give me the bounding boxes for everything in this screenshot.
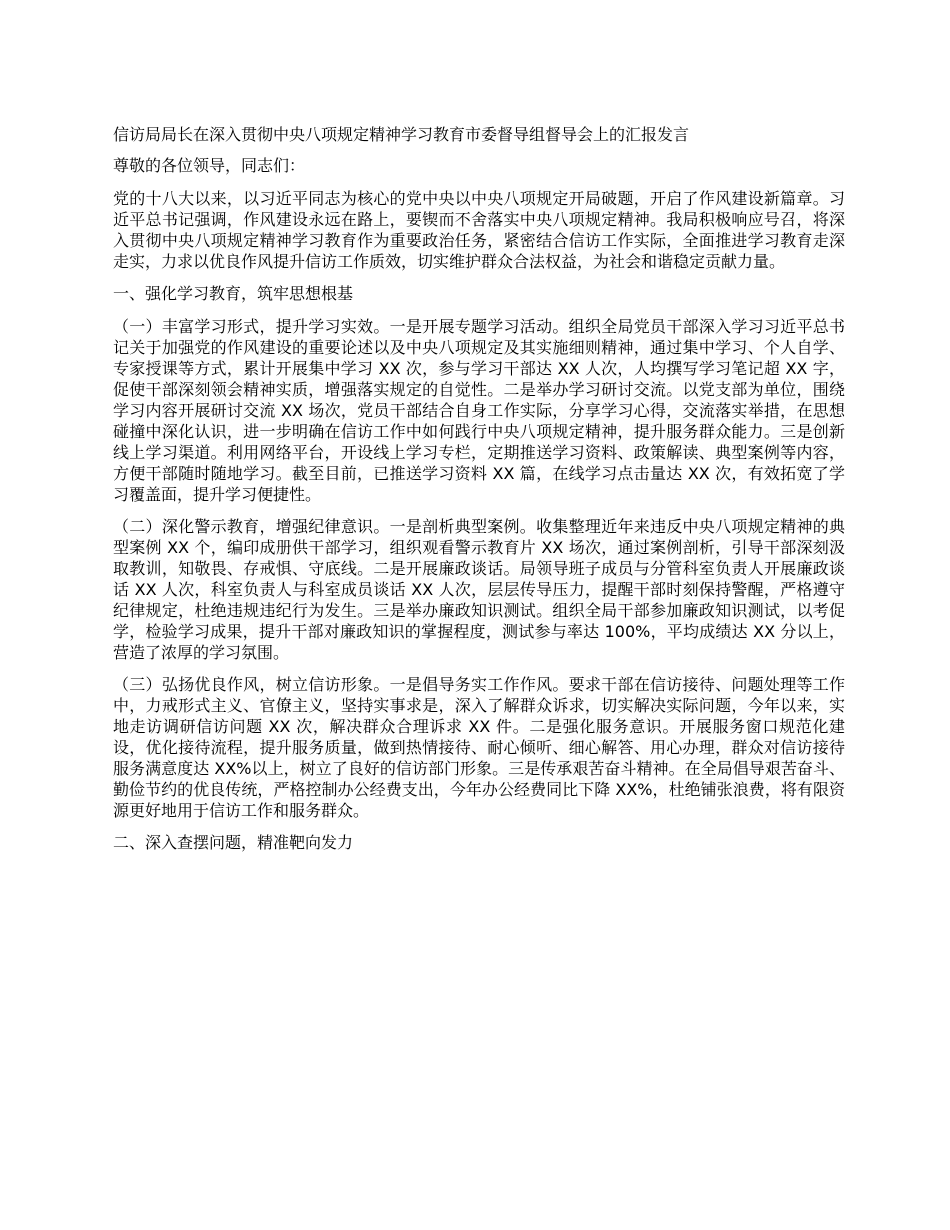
- document-title: 信访局局长在深入贯彻中央八项规定精神学习教育市委督导组督导会上的汇报发言: [113, 125, 690, 144]
- section-heading-2: 二、深入查摆问题，精准靶向发力: [113, 833, 354, 852]
- salutation: 尊敬的各位领导，同志们：: [113, 156, 306, 175]
- paragraph-warning-education: （二）深化警示教育，增强纪律意识。一是剖析典型案例。收集整理近年来违反中央八项规定精神的典型案例 XX 个，编印成册供干部学习，组织观看警示教育片 XX 场次，通过案例剖析，引导干部深刻汲取教训，知敬畏、存戒惧、守底线。二是开展廉政谈话。局领导班子成员与分管科室负责人开展廉政谈话 XX 人次，科室负责人与科室成员谈话 XX 人次，层层传导压力，提醒干部时刻保持警醒，严格遵守纪律规定，杜绝违规违纪行为发生。三是举办廉政知识测试。组织全局干部参加廉政知识测试，以考促学，检验学习成果，提升干部对廉政知识的掌握程度，测试参与率达 100%，平均成绩达 XX 分以上，营造了浓厚的学习氛围。: [113, 517, 845, 662]
- paragraph-work-style: （三）弘扬优良作风，树立信访形象。一是倡导务实工作作风。要求干部在信访接待、问题处理等工作中，力戒形式主义、官僚主义，坚持实事求是，深入了解群众诉求，切实解决实际问题，今年以来，实地走访调研信访问题 XX 次，解决群众合理诉求 XX 件。二是强化服务意识。开展服务窗口规范化建设，优化接待流程，提升服务质量，做到热情接待、耐心倾听、细心解答、用心办理，群众对信访接待服务满意度达 XX%以上，树立了良好的信访部门形象。三是传承艰苦奋斗精神。在全局倡导艰苦奋斗、勤俭节约的优良传统，严格控制办公经费支出，今年办公经费同比下降 XX%，杜绝铺张浪费，将有限资源更好地用于信访工作和服务群众。: [113, 675, 845, 820]
- document-body: [113, 124, 845, 865]
- paragraph-study-forms: （一）丰富学习形式，提升学习实效。一是开展专题学习活动。组织全局党员干部深入学习习近平总书记关于加强党的作风建设的重要论述以及中央八项规定及其实施细则精神，通过集中学习、个人自学、专家授课等方式，累计开展集中学习 XX 次，参与学习干部达 XX 人次，人均撰写学习笔记超 XX 字，促使干部深刻领会精神实质，增强落实规定的自觉性。二是举办学习研讨交流。以党支部为单位，围绕学习内容开展研讨交流 XX 场次，党员干部结合自身工作实际，分享学习心得，交流落实举措，在思想碰撞中深化认识，进一步明确在信访工作中如何践行中央八项规定精神，提升服务群众能力。三是创新线上学习渠道。利用网络平台，开设线上学习专栏，定期推送学习资料、政策解读、典型案例等内容，方便干部随时随地学习。截至目前，已推送学习资料 XX 篇，在线学习点击量达 XX 次，有效拓宽了学习覆盖面，提升学习便捷性。: [113, 317, 845, 504]
- intro-paragraph: 党的十八大以来，以习近平同志为核心的党中央以中央八项规定开局破题，开启了作风建设新篇章。习近平总书记强调，作风建设永远在路上，要锲而不舍落实中央八项规定精神。我局积极响应号召，将深入贯彻中央八项规定精神学习教育作为重要政治任务，紧密结合信访工作实际，全面推进学习教育走深走实，力求以优良作风提升信访工作质效，切实维护群众合法权益，为社会和谐稳定贡献力量。: [113, 189, 845, 271]
- section-heading-1: 一、强化学习教育，筑牢思想根基: [113, 284, 354, 303]
